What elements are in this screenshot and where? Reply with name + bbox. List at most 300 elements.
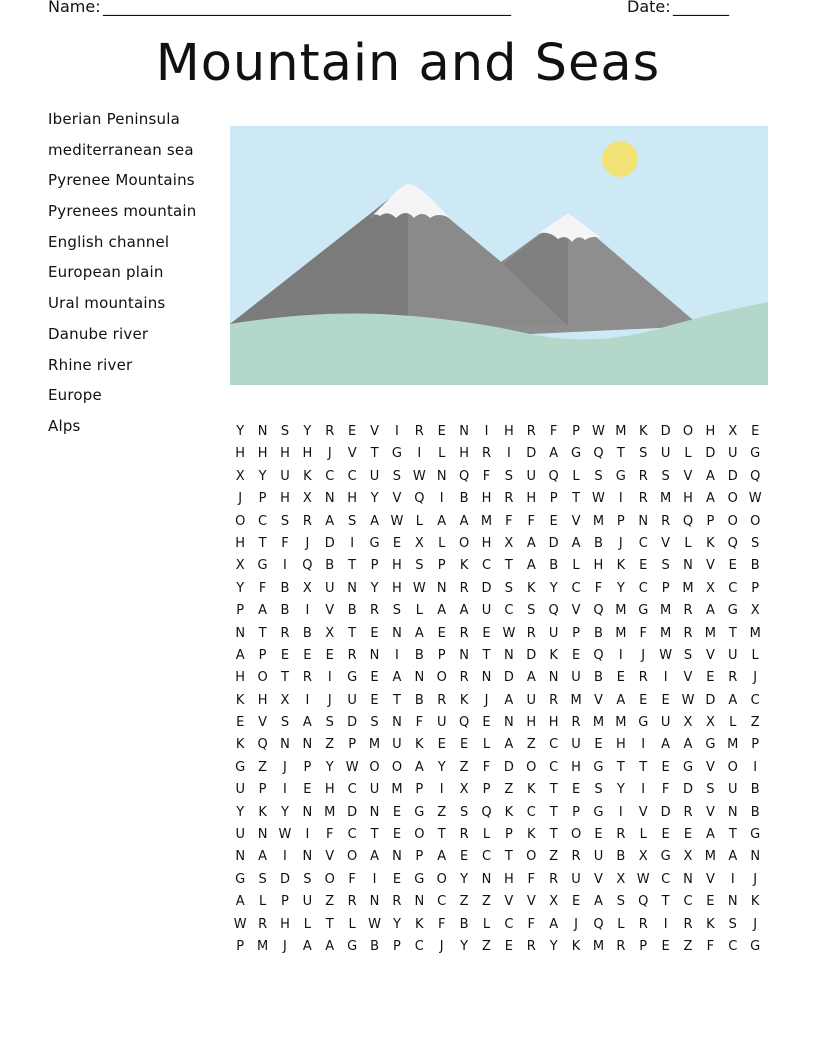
grid-letter: U [325, 580, 335, 596]
grid-letter: N [638, 513, 649, 529]
grid-row [229, 532, 766, 554]
grid-letter: O [727, 513, 738, 529]
grid-letter: N [369, 894, 380, 910]
grid-letter: N [392, 625, 402, 641]
grid-letter: N [727, 804, 738, 820]
grid-letter: V [571, 603, 581, 619]
grid-letter: P [504, 827, 513, 843]
grid-letter: I [350, 535, 355, 551]
grid-letter: F [527, 916, 536, 932]
grid-row [229, 577, 766, 599]
grid-letter: P [482, 782, 491, 798]
grid-letter: Q [727, 535, 738, 551]
grid-letter: V [593, 692, 603, 708]
grid-letter: C [549, 737, 559, 753]
grid-row [229, 689, 766, 711]
grid-letter: Y [236, 804, 245, 820]
grid-letter: S [392, 468, 402, 484]
grid-letter: J [283, 938, 287, 954]
grid-letter: E [639, 558, 648, 574]
grid-letter: G [660, 849, 671, 865]
grid-letter: B [414, 692, 424, 708]
grid-letter: K [527, 827, 536, 843]
grid-letter: N [548, 670, 559, 686]
grid-letter: M [256, 938, 269, 954]
grid-letter: B [750, 782, 760, 798]
grid-letter: Z [482, 938, 491, 954]
grid-letter: S [527, 603, 536, 619]
grid-letter: A [414, 759, 424, 775]
grid-letter: P [258, 782, 267, 798]
grid-letter: I [753, 759, 758, 775]
grid-letter: G [235, 759, 246, 775]
grid-letter: P [437, 647, 446, 663]
grid-letter: Q [593, 446, 604, 462]
grid-letter: U [571, 670, 581, 686]
grid-letter: V [705, 647, 715, 663]
grid-letter: R [459, 670, 469, 686]
grid-letter: C [347, 827, 357, 843]
grid-letter: E [482, 715, 491, 731]
grid-letter: E [370, 670, 379, 686]
grid-letter: E [392, 827, 402, 843]
grid-letter: Z [325, 737, 335, 753]
grid-letter: F [281, 535, 289, 551]
grid-letter: A [325, 938, 335, 954]
mountain-landscape-icon [230, 126, 768, 385]
word-list-item: Ural mountains [48, 294, 166, 313]
grid-letter: O [436, 670, 447, 686]
grid-letter: I [283, 782, 287, 798]
grid-letter: T [437, 827, 446, 843]
grid-letter: R [347, 894, 357, 910]
grid-letter: G [391, 446, 402, 462]
sun [602, 141, 638, 177]
grid-letter: Z [459, 894, 469, 910]
grid-letter: M [615, 424, 627, 439]
word-list-item: Pyrenee Mountains [48, 171, 195, 190]
grid-letter: X [302, 491, 312, 507]
grid-letter: J [327, 692, 332, 708]
grid-letter: H [481, 491, 492, 507]
grid-letter: U [728, 782, 738, 798]
grid-letter: M [660, 625, 672, 641]
grid-letter: M [368, 737, 381, 753]
grid-letter: G [347, 670, 358, 686]
grid-letter: I [663, 916, 668, 932]
grid-letter: G [414, 871, 425, 887]
grid-letter: K [527, 782, 536, 798]
grid-letter: A [235, 894, 245, 910]
grid-letter: I [641, 782, 646, 798]
grid-letter: P [751, 580, 760, 596]
grid-letter: I [641, 737, 646, 753]
grid-letter: T [728, 827, 737, 843]
grid-letter: U [481, 603, 492, 619]
grid-letter: I [730, 871, 735, 887]
grid-letter: Y [281, 804, 289, 820]
grid-letter: N [727, 894, 738, 910]
grid-letter: B [370, 938, 379, 954]
grid-letter: Z [258, 759, 268, 775]
grid-letter: B [549, 558, 559, 574]
grid-letter: D [526, 647, 537, 663]
grid-letter: X [705, 715, 715, 731]
grid-letter: W [412, 468, 426, 484]
grid-letter: A [526, 535, 536, 551]
grid-letter: R [638, 491, 648, 507]
grid-letter: R [258, 916, 268, 932]
grid-letter: Q [458, 468, 470, 484]
grid-letter: E [236, 715, 245, 731]
letter-grid [229, 420, 766, 957]
grid-letter: D [660, 424, 671, 439]
grid-letter: U [571, 737, 581, 753]
grid-letter: H [503, 424, 514, 439]
grid-letter: O [682, 424, 694, 439]
grid-letter: I [663, 670, 668, 686]
grid-letter: Y [549, 580, 558, 596]
grid-letter: R [661, 513, 671, 529]
grid-letter: L [258, 894, 267, 910]
grid-letter: U [369, 468, 380, 484]
grid-letter: J [574, 916, 578, 932]
grid-letter: A [459, 513, 469, 529]
grid-row [229, 487, 766, 509]
grid-letter: N [302, 849, 313, 865]
grid-letter: I [305, 827, 310, 843]
grid-letter: C [728, 580, 738, 596]
grid-letter: O [436, 871, 447, 887]
grid-letter: A [414, 625, 424, 641]
grid-letter: Y [616, 782, 625, 798]
grid-letter: O [526, 759, 537, 775]
grid-letter: X [705, 580, 715, 596]
grid-letter: D [526, 446, 537, 462]
grid-letter: P [370, 558, 379, 574]
grid-letter: R [638, 916, 648, 932]
grid-letter: X [235, 468, 245, 484]
grid-letter: D [727, 468, 738, 484]
grid-letter: H [459, 446, 469, 462]
grid-letter: C [437, 894, 447, 910]
grid-letter: N [436, 580, 447, 596]
grid-letter: E [683, 827, 693, 843]
grid-letter: T [348, 558, 357, 574]
grid-letter: X [325, 625, 335, 641]
grid-letter: E [594, 827, 603, 843]
grid-letter: R [571, 715, 581, 731]
grid-row [229, 845, 766, 867]
grid-letter: C [571, 580, 581, 596]
grid-letter: A [526, 670, 536, 686]
grid-letter: G [235, 871, 246, 887]
grid-letter: G [571, 446, 582, 462]
grid-letter: E [392, 871, 402, 887]
grid-letter: L [415, 603, 423, 619]
grid-letter: Z [526, 737, 536, 753]
grid-letter: N [302, 737, 313, 753]
grid-letter: G [615, 468, 626, 484]
grid-letter: M [592, 715, 605, 731]
grid-letter: G [369, 535, 380, 551]
grid-letter: E [594, 737, 603, 753]
grid-letter: V [392, 491, 402, 507]
grid-letter: V [325, 603, 335, 619]
grid-letter: O [369, 759, 380, 775]
grid-letter: W [368, 916, 381, 932]
word-list-item: Pyrenees mountain [48, 202, 197, 221]
grid-letter: L [572, 558, 580, 574]
grid-letter: B [616, 849, 626, 865]
grid-letter: S [594, 782, 603, 798]
grid-letter: N [750, 849, 761, 865]
grid-letter: B [750, 558, 760, 574]
grid-row [229, 733, 766, 755]
grid-letter: P [639, 938, 648, 954]
grid-letter: B [325, 558, 335, 574]
grid-letter: F [661, 782, 670, 798]
grid-letter: T [281, 670, 289, 686]
grid-letter: C [638, 535, 648, 551]
grid-letter: S [303, 871, 312, 887]
grid-letter: A [370, 513, 379, 529]
grid-letter: C [683, 894, 693, 910]
grid-letter: E [459, 849, 469, 865]
grid-letter: Y [236, 580, 245, 596]
grid-letter: I [439, 491, 444, 507]
grid-letter: X [549, 894, 559, 910]
grid-letter: H [615, 737, 626, 753]
grid-letter: V [347, 446, 357, 462]
grid-letter: S [594, 468, 603, 484]
grid-letter: C [638, 580, 648, 596]
grid-letter: E [437, 737, 446, 753]
grid-letter: U [235, 827, 245, 843]
grid-letter: A [437, 603, 447, 619]
grid-letter: R [459, 625, 469, 641]
grid-letter: V [705, 871, 715, 887]
grid-letter: D [347, 804, 358, 820]
grid-letter: X [728, 424, 738, 439]
grid-letter: E [571, 894, 581, 910]
grid-letter: S [459, 804, 469, 820]
grid-letter: H [280, 916, 290, 932]
grid-letter: W [748, 491, 762, 507]
grid-letter: X [504, 535, 514, 551]
grid-letter: P [393, 938, 401, 954]
grid-letter: J [753, 670, 758, 686]
grid-letter: A [437, 513, 447, 529]
grid-letter: R [481, 446, 492, 462]
grid-letter: X [683, 715, 693, 731]
grid-letter: N [481, 871, 492, 887]
grid-letter: C [728, 938, 738, 954]
grid-letter: L [684, 535, 692, 551]
grid-letter: V [504, 894, 514, 910]
grid-letter: N [302, 804, 313, 820]
grid-letter: F [549, 424, 558, 439]
grid-letter: K [459, 558, 469, 574]
grid-letter: J [753, 871, 758, 887]
date-label: Date: [627, 0, 671, 16]
word-list-item: English channel [48, 232, 170, 251]
grid-letter: N [504, 715, 514, 731]
grid-letter: V [593, 871, 603, 887]
grid-letter: I [395, 424, 399, 439]
grid-letter: V [683, 468, 693, 484]
grid-letter: N [257, 827, 268, 843]
grid-letter: A [705, 491, 715, 507]
grid-letter: G [750, 446, 761, 462]
grid-letter: X [235, 558, 245, 574]
grid-letter: Q [302, 558, 313, 574]
grid-letter: T [661, 894, 670, 910]
grid-letter: F [527, 513, 536, 529]
grid-letter: B [593, 670, 603, 686]
grid-letter: R [370, 603, 380, 619]
grid-letter: M [749, 625, 761, 641]
grid-letter: E [348, 424, 357, 439]
grid-letter: J [753, 916, 758, 932]
grid-letter: S [751, 535, 760, 551]
grid-letter: H [257, 692, 268, 708]
word-list-item: Iberian Peninsula [48, 110, 180, 128]
grid-letter: R [459, 580, 469, 596]
grid-letter: G [705, 737, 716, 753]
grid-letter: K [459, 692, 469, 708]
grid-letter: P [661, 580, 670, 596]
grid-letter: D [705, 692, 716, 708]
grid-letter: K [415, 916, 424, 932]
grid-letter: I [439, 782, 444, 798]
grid-letter: X [280, 692, 290, 708]
grid-letter: L [617, 916, 625, 932]
grid-letter: P [572, 804, 580, 820]
grid-letter: K [616, 558, 626, 574]
grid-letter: V [683, 670, 693, 686]
grid-letter: E [549, 513, 558, 529]
grid-letter: B [459, 916, 469, 932]
grid-letter: X [683, 849, 693, 865]
grid-letter: P [706, 513, 715, 529]
grid-letter: I [305, 603, 310, 619]
grid-letter: N [683, 558, 693, 574]
grid-row [229, 510, 766, 532]
grid-letter: U [280, 468, 290, 484]
grid-letter: Y [303, 424, 312, 439]
grid-letter: R [302, 670, 312, 686]
grid-letter: A [616, 692, 626, 708]
grid-letter: L [482, 827, 491, 843]
grid-letter: G [750, 938, 761, 954]
grid-letter: S [280, 513, 290, 529]
grid-letter: P [616, 513, 625, 529]
grid-letter: N [436, 468, 447, 484]
grid-letter: Y [616, 580, 625, 596]
grid-letter: E [706, 670, 715, 686]
grid-letter: K [638, 424, 648, 439]
grid-letter: U [728, 647, 738, 663]
grid-letter: T [504, 849, 513, 865]
grid-letter: Q [593, 647, 604, 663]
grid-row [229, 622, 766, 644]
grid-letter: E [639, 692, 648, 708]
grid-letter: H [235, 535, 246, 551]
grid-letter: R [504, 491, 514, 507]
grid-letter: F [348, 871, 356, 887]
grid-letter: K [706, 916, 715, 932]
grid-letter: S [280, 424, 290, 439]
grid-letter: A [705, 827, 715, 843]
grid-letter: L [639, 827, 647, 843]
grid-letter: F [482, 759, 491, 775]
grid-letter: A [683, 737, 693, 753]
grid-letter: L [729, 715, 737, 731]
grid-letter: T [616, 759, 625, 775]
grid-letter: R [325, 424, 335, 439]
grid-letter: U [593, 849, 604, 865]
grid-letter: H [683, 491, 693, 507]
grid-letter: A [705, 603, 715, 619]
grid-letter: Y [325, 759, 334, 775]
grid-letter: P [572, 424, 580, 439]
grid-letter: L [438, 446, 446, 462]
grid-letter: Y [370, 580, 379, 596]
grid-letter: V [370, 424, 379, 439]
grid-letter: R [728, 670, 738, 686]
grid-row [229, 890, 766, 912]
grid-letter: U [369, 782, 380, 798]
grid-letter: E [370, 692, 379, 708]
grid-letter: W [345, 759, 359, 775]
grid-letter: I [506, 446, 511, 462]
grid-letter: H [302, 446, 313, 462]
grid-row [229, 420, 766, 442]
grid-letter: E [571, 782, 581, 798]
grid-letter: C [526, 804, 536, 820]
grid-letter: H [347, 491, 358, 507]
grid-letter: P [415, 782, 424, 798]
grid-letter: O [391, 759, 403, 775]
grid-letter: K [415, 737, 424, 753]
grid-letter: M [704, 625, 716, 641]
grid-letter: V [526, 894, 536, 910]
word-list [48, 109, 197, 447]
grid-letter: H [526, 715, 537, 731]
grid-letter: Q [638, 894, 649, 910]
grid-letter: W [681, 692, 695, 708]
grid-letter: T [392, 692, 401, 708]
grid-letter: O [750, 513, 761, 529]
grid-letter: H [705, 424, 716, 439]
grid-letter: S [728, 916, 737, 932]
grid-letter: E [661, 759, 670, 775]
grid-letter: C [347, 468, 357, 484]
grid-letter: W [502, 625, 516, 641]
grid-letter: T [258, 625, 267, 641]
grid-letter: W [233, 916, 247, 932]
grid-letter: H [593, 558, 604, 574]
grid-row [229, 756, 766, 778]
grid-letter: N [369, 804, 380, 820]
grid-letter: O [458, 535, 470, 551]
grid-letter: P [258, 647, 267, 663]
grid-letter: Y [392, 916, 401, 932]
grid-letter: D [683, 782, 694, 798]
grid-row [229, 868, 766, 890]
grid-letter: K [258, 804, 267, 820]
